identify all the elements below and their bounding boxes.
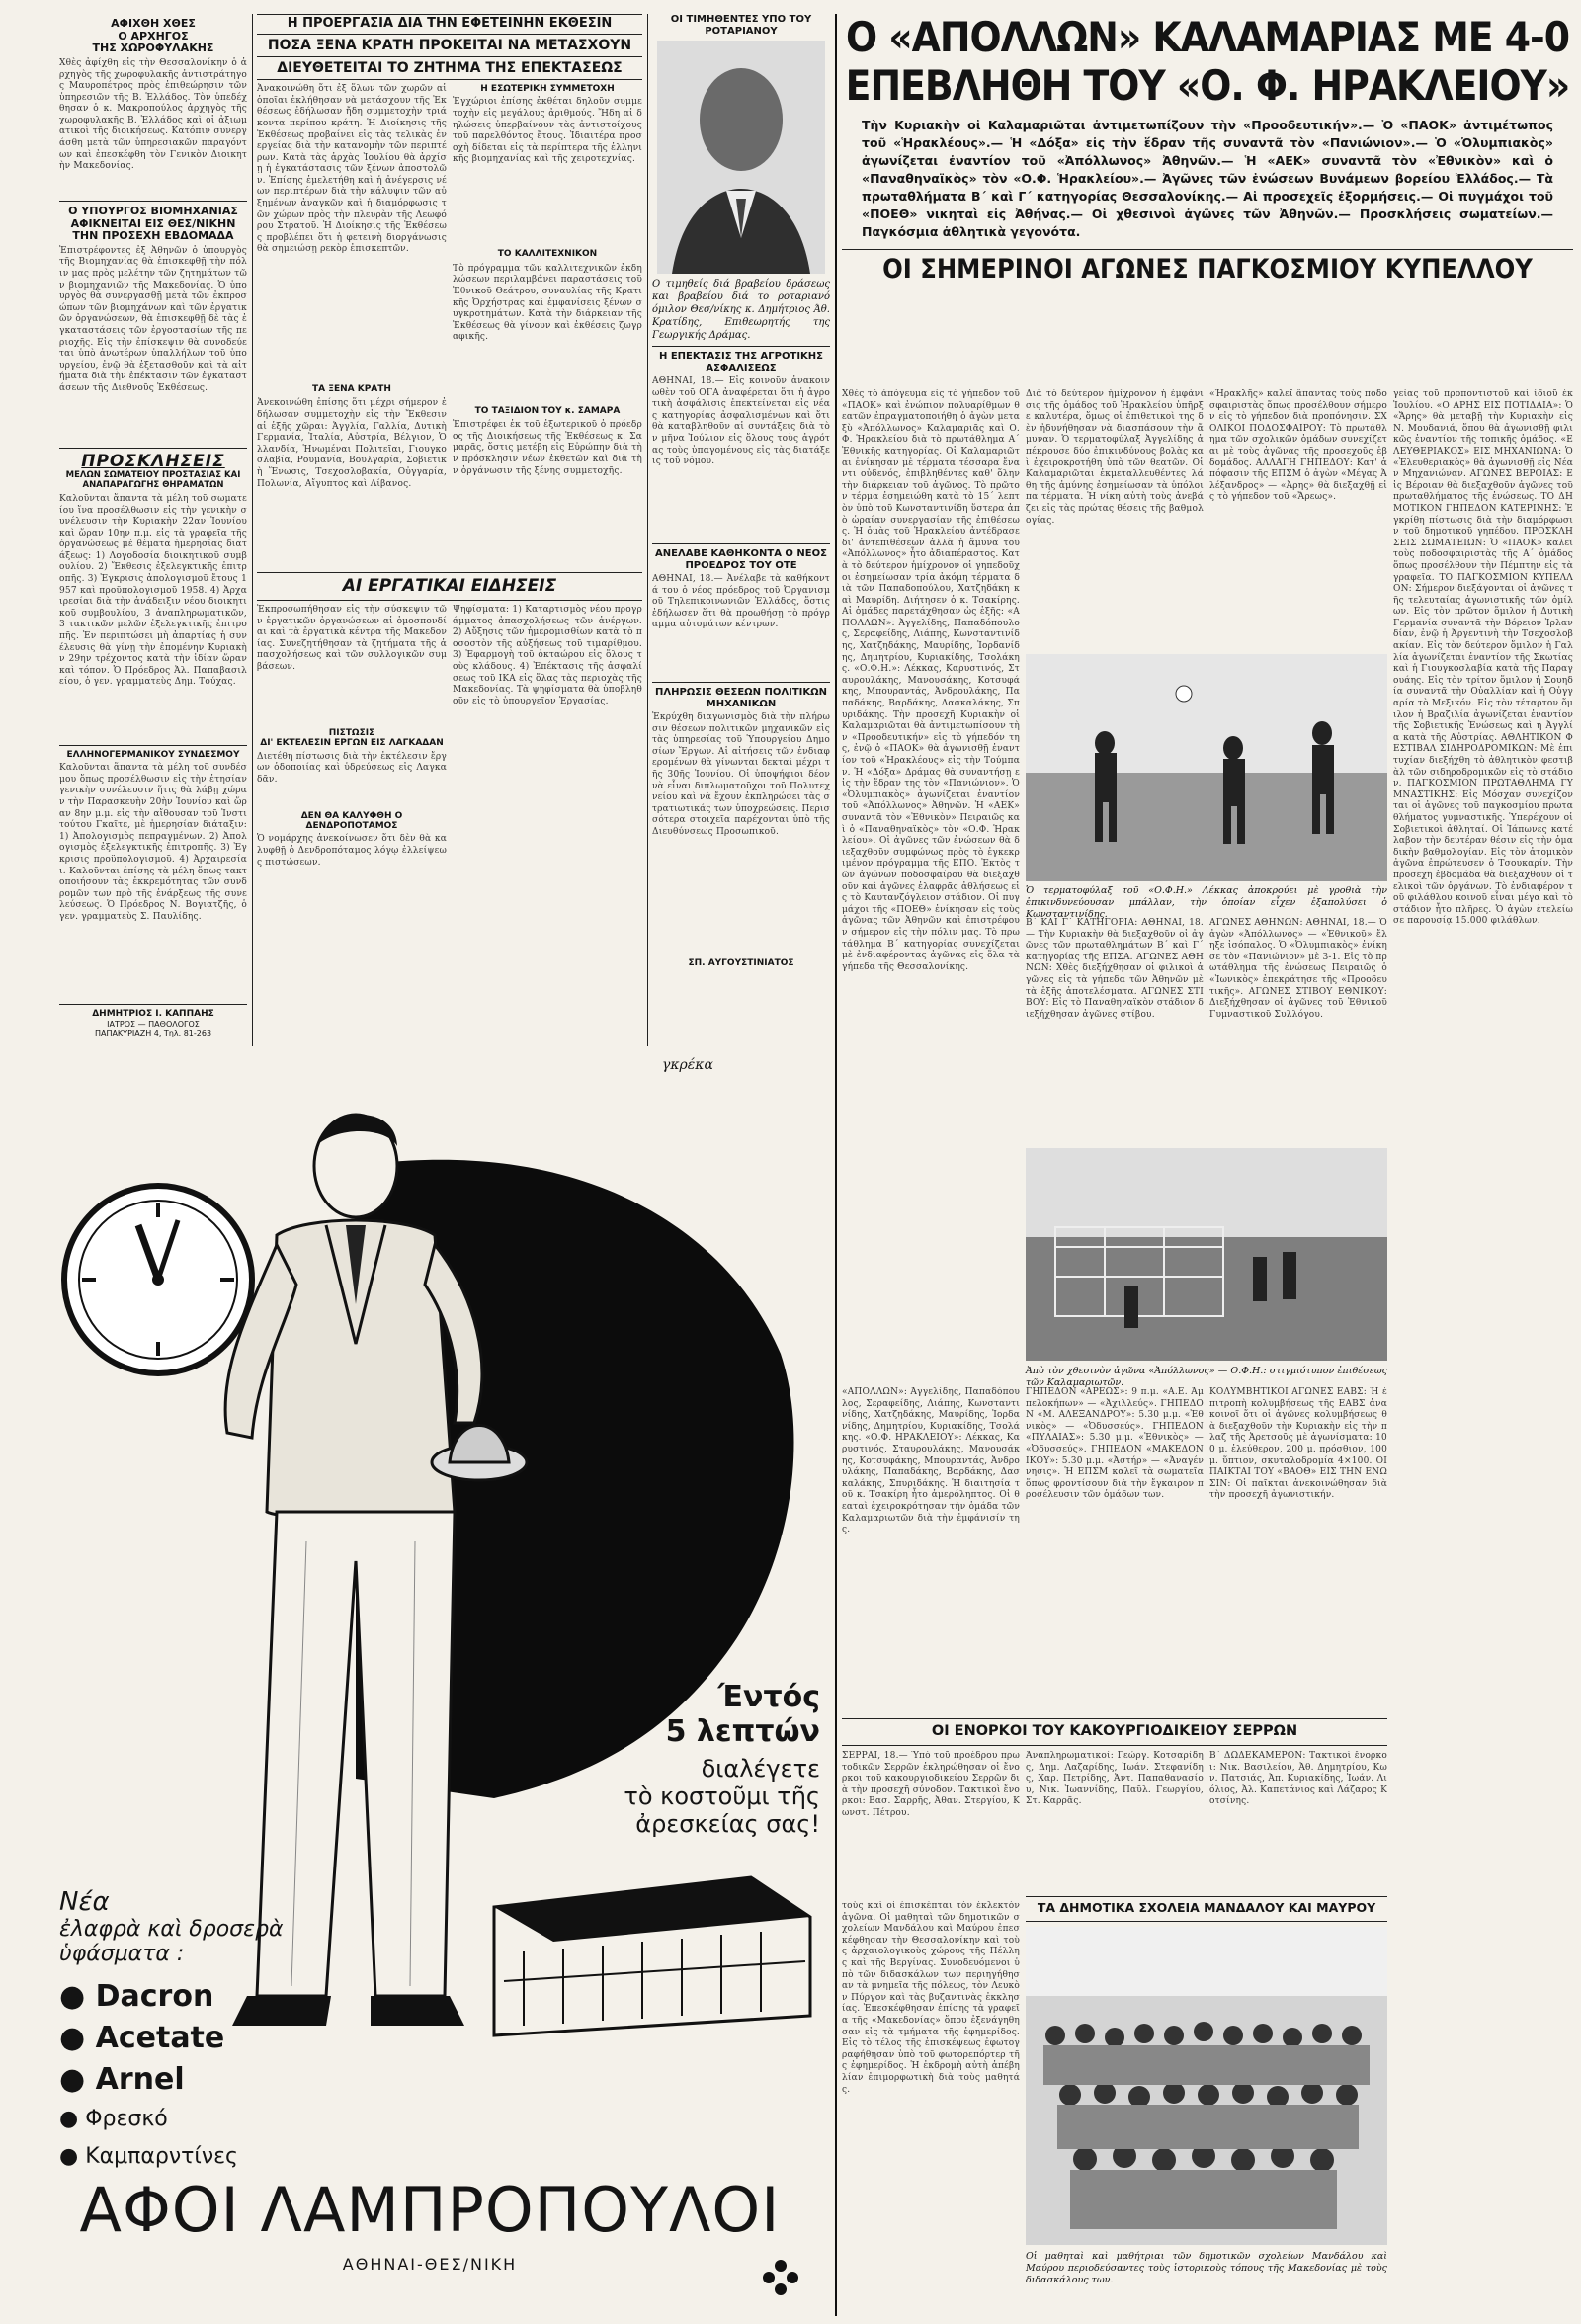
exhibit-text-left-1: Ἀνακοινώθη ὅτι ἐξ ὅλων τῶν χωρῶν αἱ ὁποῖαι ἐκλήθησαν νὰ μετάσχουν τῆς Ἐκθέσεως ἐδήλωσαν ἤδη συμμετοχὴν τριάκοντα περίπου κράτη. Ἡ Διοίκησις τῆς Ἐκθέσεως προβαίνει εἰς τὰς τελικὰς ἐνεργείας διὰ τὴν κατανομὴν τῶν περιπτέρων. Κατὰ τὰς ἀρχὰς Ἰουλίου θὰ ἀρχίσῃ ἡ ἐγκατάστασις τῶν ξένων ἀποστολῶν. Ἐπίσης ἐμελετήθη καὶ ἡ ἀνέγερσις νέων περιπτέρων διὰ τὴν κάλυψιν τῶν αὐξημένων ἀναγκῶν καὶ ἡ διαμόρφωσις τῶν χώρων πρὸς τὴν πλευρὰν τῆς Λεωφόρου Στρατοῦ. Ἡ Διοίκησις τῆς Ἐκθέσεως προβλέπει ὅτι ἡ φετεινὴ διοργάνωσις θὰ σημειώσῃ ρεκὸρ ἐπισκεπτῶν.: [257, 84, 447, 255]
world-cup-headline: ΟΙ ΣΗΜΕΡΙΝΟΙ ΑΓΩΝΕΣ ΠΑΓΚΟΣΜΙΟΥ ΚΥΠΕΛΛΟΥ: [882, 254, 1533, 285]
ad-fabrics: Νέα ἐλαφρὰ καὶ δροσερὰ ὑφάσματα : ● Dacron ● Acetate ● Arnel ● Φρεσκό ● Καμπαρντίνες: [59, 1887, 316, 2176]
sports-text-c1: «Ἡρακλῆς» καλεῖ ἅπαντας τοὺς ποδοσφαιριστὰς ὅπως προσέλθουν σήμερον εἰς τὸ γήπεδον διὰ προπόνησιν. ΣΧΟΛΙΚΟΙ ΠΟΔΟΣΦΑΙΡΟΥ: Τὸ πρωτάθλημα τῶν σχολικῶν ὁμάδων συνεχίζεται μὲ τοὺς ἀγῶνας τῆς προσεχοῦς ἑβδομάδος. ΑΛΛΑΓΗ ΓΗΠΕΔΟΥ: Κατ' ἀπόφασιν τῆς ΕΠΣΜ ὁ ἀγὼν «Μέγας Ἀλέξανδρος» — «Ἀρης» θὰ διεξαχθῇ εἰς τὸ γήπεδον τοῦ «Ἄρεως».: [1209, 389, 1387, 503]
labour-text-3: Ὁ νομάρχης ἀνεκοίνωσεν ὅτι δὲν θὰ καλυφθῇ ὁ Δενδροπόταμος λόγῳ ἐλλείψεως πιστώσεων.: [257, 834, 447, 868]
ad-fabric-item: Dacron: [95, 1979, 214, 2014]
col3-article-2: ΑΘΗΝΑΙ, 18.— Ἀνέλαβε τὰ καθήκοντά του ὁ νέος πρόεδρος τοῦ Ὀργανισμοῦ Τηλεπικοινωνιῶν Ἑλλάδος, ὅστις ἐδήλωσεν ὅτι θὰ προωθήσῃ τὸ πρόγραμμα αὐτομάτων κέντρων.: [652, 574, 830, 630]
col3-heading-2: ΑΝΕΛΑΒΕ ΚΑΘΗΚΟΝΤΑ Ο ΝΕΟΣ ΠΡΟΕΔΡΟΣ ΤΟΥ ΟΤΕ: [655, 548, 827, 571]
labour-sub-3: ΔΕΝ ΘΑ ΚΑΛΥΦΘΗ Ο ΔΕΝΔΡΟΠΟΤΑΜΟΣ: [300, 810, 403, 832]
sports-text-a1: Χθὲς τὸ ἀπόγευμα εἰς τὸ γήπεδον τοῦ «ΠΑΟΚ» καὶ ἐνώπιον πολυαρίθμων θεατῶν ἐπραγματοποιήθη ὁ ἀγὼν μεταξὺ «Ἀπόλλωνος» Καλαμαριᾶς καὶ Ο.Φ. Ἡρακλείου διὰ τὸ πρωτάθλημα Α΄ Ἐθνικῆς κατηγορίας. Οἱ Καλαμαριῶται ἐνίκησαν μὲ τέρματα τέσσαρα ἔναντι οὐδενός, ἐπιβληθέντες καθ' ὅλην τὴν διάρκειαν τοῦ ἀγῶνος. Τὸ πρῶτον τέρμα ἐσημειώθη κατὰ τὸ 15΄ λεπτὸν ὑπὸ τοῦ Κωνσταντινίδη ὕστερα ἀπὸ ὡραίαν συνεργασίαν τῆς ἐπιθέσεως. Ἡ ὁμὰς τοῦ Ἡρακλείου ἀντέδρασε δι' ἀντεπιθέσεων ἀλλὰ ἡ ἄμυνα τοῦ «Ἀπόλλωνος» ἦτο ἀδιαπέραστος. Κατὰ τὸ δεύτερον ἡμίχρονον οἱ γηπεδοῦχοι ἐσημείωσαν τρία ἀκόμη τέρματα διὰ τῶν Παπαδοπούλου, Χατζηδάκη καὶ Μαυρίδη. Διήτησεν ὁ κ. Τσακίρης. Αἱ ὁμάδες παρετάχθησαν ὡς ἑξῆς: «ΑΠΟΛΛΩΝ»: Ἀγγελίδης, Παπαδόπουλος, Σεραφείδης, Λιάπης, Κωνσταντινίδης, Χατζηδάκης, Μαυρίδης, Ἰορδανίδης, Δημητρίου, Κυριακίδης, Τσολάκης. «Ο.Φ.Η.»: Λέκκας, Καρυστινός, Σταυρουλάκης, Μανουσάκης, Κοτσυφάκης, Μπουραντάς, Ἀνδρουλάκης, Παπαδάκης, Βαρδάκης, Δασκαλάκης, Σπυριδάκης. Τὴν προσεχῆ Κυριακὴν οἱ Καλαμαριῶται θὰ ἀντιμετωπίσουν τὴν «Προοδευτικήν» εἰς τὸ γήπεδόν της, ἐνῷ ὁ «ΠΑΟΚ» θὰ ἀγωνισθῇ ἐναντίον τοῦ «Ἡρακλέους» εἰς τὴν Τούμπαν. Ἡ «Δόξα» Δράμας θὰ συναντήσῃ εἰς τὴν ἕδραν της τὸν «Πανιώνιον». Ὁ «Ὀλυμπιακὸς» ἀγωνίζεται ἐναντίον τοῦ «Ἀπόλλωνος» Ἀθηνῶν. Ἡ «ΑΕΚ» συναντᾶ τὸν «Ἐθνικὸν» Πειραιῶς καὶ ὁ «Παναθηναϊκὸς» τὸν «Ο.Φ. Ἡρακλείου». Οἱ ἀγῶνες τῶν ἑνώσεων θὰ διεξαχθοῦν συμφώνως πρὸς τὸ ἐγκεκριμένον πρόγραμμα τῆς ΕΠΟ. Ἐκτὸς τῶν ἀγώνων ποδοσφαίρου θὰ διεξαχθοῦν καὶ ἀγῶνες ἐλαφρᾶς ἀθλήσεως εἰς τὸ Καυτανζόγλειον στάδιον. Οἱ πυγμάχοι τῆς «ΠΟΕΘ» ἐνίκησαν εἰς τοὺς ἀγῶνας τῶν Ἀθηνῶν καὶ ἐπιστρέφουν σήμερον εἰς τὴν πόλιν μας. Τὸ πρωτάθλημα Β΄ κατηγορίας συνεχίζεται μὲ ἐνδιαφέροντας ἀγῶνας εἰς ὅλα τὰ γήπεδα τῆς Θεσσαλονίκης.: [842, 389, 1020, 972]
col3-heading-3: ΠΛΗΡΩΣΙΣ ΘΕΣΕΩΝ ΠΟΛΙΤΙΚΩΝ ΜΗΧΑΝΙΚΩΝ: [654, 687, 827, 709]
labour-text-2: Διετέθη πίστωσις διὰ τὴν ἐκτέλεσιν ἔργων ὁδοποιίας καὶ ὑδρεύσεως εἰς Λαγκαδᾶν.: [257, 751, 447, 785]
schools-text: τοὺς καὶ οἱ ἐπισκέπται τὸν ἐκλεκτὸν ἀγῶνα. Οἱ μαθηταὶ τῶν δημοτικῶν σχολείων Μανδάλου καὶ Μαύρου ἐπεσκέφθησαν τὴν Θεσσαλονίκην καὶ τοὺς ἀρχαιολογικοὺς χώρους τῆς Πέλλης καὶ τῆς Βεργίνας. Συνοδευόμενοι ὑπὸ τῶν διδασκάλων των περιηγήθησαν τὰ μνημεῖα τῆς πόλεως, τὸν Λευκὸν Πύργον καὶ τὰς βυζαντινὰς ἐκκλησίας. Ἐπεσκέφθησαν ἐπίσης τὰ γραφεῖα τῆς «Μακεδονίας» ὅπου ἐξενάγηθησαν εἰς τὰ τμήματα τῆς ἐφημερίδος. Εἰς τὸ τέλος τῆς ἐπισκέψεως ἐφωτογραφήθησαν ὑπὸ τοῦ φωτορεπόρτερ τῆς ἐφημερίδος. Ἡ ἐκδρομὴ αὐτὴ ἀπέβη λίαν ἐπιμορφωτικὴ διὰ τοὺς μαθητάς.: [842, 1901, 1020, 2095]
ad-artist-signature: γκρέκα: [662, 1057, 713, 1073]
col1-article-3: Καλοῦνται ἅπαντα τὰ μέλη τοῦ σωματείου ἵνα προσέλθωσιν εἰς τὴν γενικὴν συνέλευσιν τὴν Κυριακὴν 22αν Ἰουνίου καὶ ὥραν 10ην π.μ. εἰς τὰ γραφεῖα τῆς ὀργανώσεως μὲ θέματα ἡμερησίας διατάξεως: 1) Λογοδοσία διοικητικοῦ συμβουλίου. 2) Ἔκθεσις ἐξελεγκτικῆς ἐπιτροπῆς. 3) Ἐγκρισις ἀπολογισμοῦ ἔτους 1957 καὶ προϋπολογισμοῦ 1958. 4) Ἀρχαιρεσίαι διὰ τὴν ἀνάδειξιν νέου διοικητικοῦ συμβουλίου, 3 ἀναπληρωματικῶν, 3 τακτικῶν μελῶν ἐξελεγκτικῆς ἐπιτροπῆς. Ἐν περιπτώσει μὴ ἀπαρτίας ἡ συνέλευσις θὰ γίνῃ τὴν ἐπομένην Κυριακὴν 29ην τρέχοντος κατὰ τὴν ἰδίαν ὥραν καὶ τόπον. Ὁ Πρόεδρος Ἀλ. Παπαβασιλείου, ὁ γεν. γραμματεὺς Δημ. Τούχας.: [59, 493, 247, 688]
sports-text-a2: «ΑΠΟΛΛΩΝ»: Ἀγγελίδης, Παπαδόπουλος, Σεραφείδης, Λιάπης, Κωνσταντινίδης, Χατζηδάκης, Μαυρίδης, Ἰορδανίδης, Δημητρίου, Κυριακίδης, Τσολάκης. «Ο.Φ. ΗΡΑΚΛΕΙΟΥ»: Λέκκας, Καρυστινός, Σταυρουλάκης, Μανουσάκης, Κοτσυφάκης, Μπουραντάς, Ἀνδρουλάκης, Παπαδάκης, Βαρδάκης, Δασκαλάκης, Σπυριδάκης. Ἡ διαιτησία τοῦ κ. Τσακίρη ἦτο ἀμερόληπτος. Οἱ θεαταὶ ἐχειροκρότησαν τὴν ὁμάδα τῶν Καλαμαριωτῶν διὰ τὴν ἐμφάνισίν της.: [842, 1387, 1020, 1536]
exhibit-heading-1: Η ΠΡΟΕΡΓΑΣΙΑ ΔΙΑ ΤΗΝ ΕΦΕΤΕΙΝΗΝ ΕΚΘΕΣΙΝ: [257, 14, 642, 35]
rotary-title: ΟΙ ΤΙΜΗΘΕΝΤΕΣ ΥΠΟ ΤΟΥ ΡΟΤΑΡΙΑΝΟΥ: [670, 14, 812, 37]
ad-slogan: [563, 1680, 820, 1838]
schools-photo-caption: Οἱ μαθηταὶ καὶ μαθήτριαι τῶν δημοτικῶν σχολείων Μανδάλου καὶ Μαύρου περιοδεύσαντες τοὺς ἱστορικοὺς τόπους τῆς Μακεδονίας μὲ τοὺς διδασκάλους των.: [1026, 2251, 1387, 2285]
schools-headline: ΤΑ ΔΗΜΟΤΙΚΑ ΣΧΟΛΕΙΑ ΜΑΝΔΑΛΟΥ ΚΑΙ ΜΑΥΡΟΥ: [1037, 1900, 1376, 1915]
exhibit-text-right-2: Τὸ πρόγραμμα τῶν καλλιτεχνικῶν ἐκδηλώσεων περιλαμβάνει παραστάσεις τοῦ Ἐθνικοῦ Θεάτρου, συναυλίας τῆς Κρατικῆς Ὀρχήστρας καὶ ἐμφανίσεις ξένων συγκροτημάτων. Κατὰ τὴν διάρκειαν τῆς Ἐκθέσεως θὰ γίνουν καὶ ἐκθέσεις ζωγραφικῆς.: [453, 263, 642, 343]
clothing-ad: [30, 1047, 830, 2312]
labour-sub-1: ΠΙΣΤΩΣΙΣ: [328, 728, 375, 739]
sports-body: [842, 389, 1573, 2316]
ad-slogan-4: τὸ κοστοῦμι τῆς: [624, 1783, 820, 1810]
col1-heading-1: ΑΦΙΧΘΗ ΧΘΕΣ: [111, 18, 196, 30]
ad-fabric-item: Acetate: [95, 2021, 225, 2055]
exhibit-text-right-3: Ἐπιστρέφει ἐκ τοῦ ἐξωτερικοῦ ὁ πρόεδρος τῆς Διοικήσεως τῆς Ἐκθέσεως κ. Σαμαρᾶς, ὅστις μετέβη εἰς Εὐρώπην διὰ τὴν πρόσκλησιν νέων ἐκθετῶν καὶ διὰ τὴν ὀργάνωσιν τῆς ξένης συμμετοχῆς.: [453, 420, 642, 476]
labour-heading: ΑΙ ΕΡΓΑΤΙΚΑΙ ΕΙΔΗΣΕΙΣ: [342, 576, 557, 597]
ad-fabric-intro-1: Νέα: [59, 1887, 110, 1917]
col3-article-3: Ἐκρύχθη διαγωνισμὸς διὰ τὴν πλήρωσιν θέσεων πολιτικῶν μηχανικῶν εἰς τὰς ὑπηρεσίας τοῦ Ὑπουργείου Δημοσίων Ἔργων. Αἱ αἰτήσεις τῶν ἐνδιαφερομένων θὰ γίνωνται δεκταὶ μέχρι τῆς 30ῆς Ἰουνίου. Οἱ ὑποψήφιοι δέον νὰ εἶναι διπλωματοῦχοι τοῦ Πολυτεχνείου καὶ νὰ ἔχουν ἐκπληρώσει τὰς στρατιωτικάς των ὑποχρεώσεις. Περισσότερα στοιχεῖα παρέχονται ὑπὸ τῆς Διευθύνσεως Προσωπικοῦ.: [652, 712, 830, 837]
ad-slogan-1: Έντός: [717, 1680, 820, 1714]
ad-fabric-intro-2: ἐλαφρὰ καὶ δροσερὰ: [59, 1917, 284, 1942]
sports-lead: Τὴν Κυριακὴν οἱ Καλαμαριῶται ἀντιμετωπίζουν τὴν «Προοδευτικήν».— Ὁ «ΠΑΟΚ» ἀντιμέτωπος τοῦ «Ἡρακλέους».— Ἡ «Δόξα» εἰς τὴν ἕδραν τῆς συναντᾶ τὸν «Πανιώνιον».— Ὁ «Ὀλυμπιακὸς» ἀγωνίζεται ἐναντίον τοῦ «Ἀπόλλωνος» Ἀθηνῶν.— Ἡ «ΑΕΚ» συναντᾶ τὸν «Ἐθνικὸν» καὶ ὁ «Παναθηναϊκὸς» τὸν «Ο.Φ. Ἡρακλείου».— Ἀγῶνες τῶν ἑνώσεων Βυνάμεων βορείου Ἑλλάδος.— Τὰ πρωταθλήματα Β΄ καὶ Γ΄ κατηγορίας Θεσσαλονίκης.— Αἱ προσεχεῖς ἐξορμήσεις.— Οἱ πυγμάχοι τοῦ «ΠΟΕΘ» νικηταὶ εἰς Ἀθήνας.— Οἱ χθεσινοὶ ἀγῶνες τῶν Ἀθηνῶν.— Προσκλήσεις σωματείων.— Παγκόσμια ἀθλητικὰ γεγονότα.: [862, 118, 1553, 239]
exhibit-sub-4: ΤΟ ΤΑΞΙΔΙΟΝ ΤΟΥ κ. ΣΑΜΑΡΑ: [474, 405, 621, 416]
exhibit-heading-2: ΠΟΣΑ ΞΕΝΑ ΚΡΑΤΗ ΠΡΟΚΕΙΤΑΙ ΝΑ ΜΕΤΑΣΧΟΥΝ: [257, 35, 642, 57]
sports-text-b3: ΓΗΠΕΔΟΝ «ΑΡΕΩΣ»: 9 π.μ. «Α.Ε. Ἀμπελοκήπων» — «Ἀχιλλεύς». ΓΗΠΕΔΟΝ «Μ. ΑΛΕΞΑΝΔΡΟΥ»: 5.30 μ.μ. «Ἐθνικὸς» — «Ὀδυσσεύς». ΓΗΠΕΔΟΝ «ΠΥΛΑΙΑΣ»: 5.30 μ.μ. «Ἐθνικὸς» — «Ὀδυσσεύς». ΓΗΠΕΔΟΝ «ΜΑΚΕΔΟΝΙΚΟΥ»: 5.30 μ.μ. «Ἀστήρ» — «Ἀναγέννησις». Ἡ ΕΠΣΜ καλεῖ τὰ σωματεῖα ὅπως φροντίσουν διὰ τὴν ἔγκαιρον προσέλευσιν τῶν ὁμάδων των.: [1026, 1387, 1204, 1501]
jury-text-3: Β΄ ΔΩΔΕΚΑΜΕΡΟΝ: Τακτικοὶ ἔνορκοι: Νικ. Βασιλείου, Ἀθ. Δημητρίου, Κων. Πατσιάς, Ἀπ. Κυριακίδης, Ἰωάν. Λιόλιος, Ἀλ. Καπετάνιος καὶ Λάζαρος Κοτσίνης.: [1209, 1751, 1387, 1807]
ad-fabric-item: Arnel: [95, 2062, 185, 2097]
labour-sub-2: ΔΙ' ΕΚΤΕΛΕΣΙΝ ΕΡΓΩΝ ΕΙΣ ΛΑΓΚΑΔΑΝ: [260, 738, 444, 749]
sports-text-d1: γείας τοῦ προποντιστοῦ καὶ ἰδιοῦ ἐκ Ἰουλίου. «Ο ΑΡΗΣ ΕΙΣ ΠΟΤΙΔΑΙΑ»: Ὁ «Ἄρης» θὰ μεταβῇ τὴν Κυριακὴν εἰς Ν. Μουδανιά, ὅπου θὰ ἀγωνισθῇ φιλικῶς ἐναντίον τῆς τοπικῆς ὁμάδος. «ΕΛΕΥΘΕΡΙΑΚΟΣ» ΕΙΣ ΜΗΧΑΝΙΩΝΑ: Ὁ «Ἐλευθεριακὸς» θὰ ἀγωνισθῇ εἰς Νέαν Μηχανιώναν. ΑΓΩΝΕΣ ΒΕΡΟΙΑΣ: Εἰς Βέροιαν θὰ διεξαχθοῦν ἀγῶνες τοῦ πρωταθλήματος τῆς ἑνώσεως. ΤΟ ΔΗΜΟΤΙΚΟΝ ΓΗΠΕΔΟΝ ΚΑΤΕΡΙΝΗΣ: Ἐγκρίθη πίστωσις διὰ τὴν διαμόρφωσιν τοῦ δημοτικοῦ γηπέδου. ΠΡΟΣΚΛΗΣΕΙΣ ΣΩΜΑΤΕΙΩΝ: Ὁ «ΠΑΟΚ» καλεῖ τοὺς ποδοσφαιριστὰς τῆς Α΄ ὁμάδος ὅπως προσέλθουν τὴν Πέμπτην εἰς τὰ γραφεῖα. ΤΟ ΠΑΓΚΟΣΜΙΟΝ ΚΥΠΕΛΛΟΝ: Σήμερον διεξάγονται οἱ ἀγῶνες τῆς τελευταίας ἀγωνιστικῆς τῶν ὁμίλων. Εἰς τὸν πρῶτον ὅμιλον ἡ Δυτικὴ Γερμανία συναντᾶ τὴν Βόρειον Ἰρλανδίαν, ἐνῷ ἡ Ἀργεντινὴ τὴν Τσεχοσλοβακίαν. Εἰς τὸν δεύτερον ὅμιλον ἡ Γαλλία ἀγωνίζεται ἐναντίον τῆς Σκωτίας καὶ ἡ Γιουγκοσλαβία κατὰ τῆς Παραγουάης. Εἰς τὸν τρίτον ὅμιλον ἡ Σουηδία συναντᾶ τὴν Οὐαλλίαν καὶ ἡ Οὐγγαρία τὸ Μεξικόν. Εἰς τὸν τέταρτον ὅμιλον ἡ Βραζιλία ἀγωνίζεται ἐναντίον τῆς Σοβιετικῆς Ἑνώσεως καὶ ἡ Ἀγγλία κατὰ τῆς Αὐστρίας. ΑΘΛΗΤΙΚΟΝ ΦΕΣΤΙΒΑΛ ΣΙΔΗΡΟΔΡΟΜΙΚΩΝ: Μὲ ἐπιτυχίαν διεξήχθη τὸ ἀθλητικὸν φεστιβὰλ τῶν σιδηροδρομικῶν εἰς τὸ στάδιον. ΠΑΓΚΟΣΜΙΟΝ ΠΡΩΤΑΘΛΗΜΑ ΓΥΜΝΑΣΤΙΚΗΣ: Εἰς Μόσχαν συνεχίζονται οἱ ἀγῶνες τοῦ παγκοσμίου πρωταθλήματος γυμναστικῆς. Ὑπερέχουν οἱ Σοβιετικοὶ ἀθληταί. Οἱ Ἰάπωνες κατέλαβον τὴν δευτέραν θέσιν εἰς τὴν ὁμαδικὴν βαθμολογίαν. Εἰς τὸν ἀτομικὸν ἀγῶνα ἐπρώτευσεν ὁ Τσουκαρίν. Τὴν προσεχῆ ἑβδομάδα θὰ διεξαχθοῦν οἱ τελικοὶ τῶν ὀργάνων. Τὸ ἐνδιαφέρον τοῦ φιλάθλου κοινοῦ εἶναι μέγα καὶ τὸ στάδιον ἦτο πλῆρες. Ὁ ἀγὼν ἐτελείωσε παρουσίᾳ 15.000 φιλάθλων.: [1393, 389, 1573, 927]
col1-article-1: Χθὲς ἀφίχθη εἰς τὴν Θεσσαλονίκην ὁ ἀρχηγὸς τῆς χωροφυλακῆς ἀντιστράτηγος Μαυροπέτρος πρὸς ἐπιθεώρησιν τῶν ὑπηρεσιῶν τῆς Β. Ἑλλάδος. Τὸν ὑπεδέχθησαν ὁ κ. Μακροπούλος ἀρχηγὸς τῆς χωροφυλακῆς Β. Ἑλλάδος καὶ οἱ ἀξιωματικοὶ τῆς διοικήσεως. Κατόπιν συνεργάσθη μετὰ τῶν ὑπηρεσιακῶν παραγόντων καὶ ἐπεσκέφθη τὸν Γενικὸν Διοικητὴν Μακεδονίας.: [59, 57, 247, 172]
col3-heading-1: Η ΕΠΕΚΤΑΣΙΣ ΤΗΣ ΑΓΡΟΤΙΚΗΣ ΑΣΦΑΛΙΣΕΩΣ: [659, 351, 823, 374]
jury-text-2: Ἀναπληρωματικοί: Γεώργ. Κοτσαρίδης, Δημ. Λαζαρίδης, Ἰωάν. Στεφανίδης, Χαρ. Πετρίδης, Ἀντ. Παπαθανασίου, Νικ. Ἰωαννίδης, Παῦλ. Γεωργίου, Στ. Καρρᾶς.: [1026, 1751, 1204, 1807]
ad-fabric-item: Φρεσκό: [85, 2107, 168, 2131]
ad-slogan-3: διαλέγετε: [701, 1755, 820, 1783]
ad-fabric-intro-3: ὑφάσματα :: [59, 1942, 185, 1966]
sports-text-c2: ΑΓΩΝΕΣ ΑΘΗΝΩΝ: ΑΘΗΝΑΙ, 18.— Ὁ ἀγὼν «Ἀπόλλωνος» — «Ἐθνικοῦ» ἔληξε ἰσόπαλος. Ὁ «Ὀλυμπιακὸς» ἐνίκησε τὸν «Πανιώνιον» μὲ 3-1. Εἰς τὸ πρωτάθλημα τῆς ἐνώσεως Πειραιῶς ὁ «Ἰωνικὸς» ἐπεκράτησε τῆς «Προοδευτικῆς». ΑΓΩΝΕΣ ΣΤΙΒΟΥ ΕΘΝΙΚΟΥ: Διεξήχθησαν οἱ ἀγῶνες τοῦ Ἐθνικοῦ Γυμναστικοῦ Συλλόγου.: [1209, 918, 1387, 1020]
col1-heading-3: ΤΗΣ ΧΩΡΟΦΥΛΑΚΗΣ: [92, 42, 214, 55]
sports-headline-2: ΕΠΕΒΛΗΘΗ ΤΟΥ «Ο. Φ. ΗΡΑΚΛΕΙΟΥ»: [845, 61, 1570, 110]
sports-headline-1: Ο «ΑΠΟΛΛΩΝ» ΚΑΛΑΜΑΡΙΑΣ ΜΕ 4-0: [845, 14, 1570, 61]
ad-slogan-5: ἀρεσκείας σας!: [635, 1810, 820, 1838]
doctor-name: ΔΗΜΗΤΡΙΟΣ Ι. ΚΑΠΠΑΗΣ: [92, 1009, 214, 1020]
col1-heading-4: Ο ΥΠΟΥΡΓΟΣ ΒΙΟΜΗΧΑΝΙΑΣ ΑΦΙΚΝΕΙΤΑΙ ΕΙΣ ΘΕΣ/ΝΙΚΗΝ ΤΗΝ ΠΡΟΣΕΧΗ ΕΒΔΟΜΑΔΑ: [68, 204, 238, 243]
exhibit-text-right-1: Ἐγχώριοι ἐπίσης ἐκθέται δηλοῦν συμμετοχὴν εἰς μεγάλους ἀριθμούς. Ἤδη αἱ δηλώσεις ὑπερβαίνουν τὰς ἀντιστοίχους τοῦ παρελθόντος ἔτους. Ἰδιαιτέρα προσοχὴ δίδεται εἰς τὰ περίπτερα τῆς ἐλληνικῆς βιομηχανίας καὶ τῆς χειροτεχνίας.: [453, 97, 642, 165]
col1-article-2: Ἐπιστρέφοντες ἐξ Ἀθηνῶν ὁ ὑπουργὸς τῆς Βιομηχανίας θὰ ἐπισκεφθῇ τὴν πόλιν μας πρὸς μελέτην τῶν ζητημάτων τῶν βιομηχανιῶν τῆς Μακεδονίας. Ὁ ὑπουργὸς θὰ συνεργασθῇ μετὰ τῶν ἐκπροσώπων τῶν βιομηχάνων καὶ τῶν ἐργατικῶν ὀργανώσεων, θὰ ἐπισκεφθῇ δὲ τὰς ἐγκαταστάσεις τῶν ἐργοστασίων τῆς περιοχῆς. Εἰς τὴν ἐπίσκεψιν θὰ συνοδεύεται ὑπὸ ἀνωτέρων ὑπαλλήλων τοῦ ὑπουργείου, ἐνῷ θὰ ἐξετασθοῦν καὶ τὰ αἰτήματα διὰ τὴν ἐπέκτασιν τῶν ἐγκαταστάσεων τῆς Διεθνοῦς Ἐκθέσεως.: [59, 245, 247, 393]
col1-article-4: Καλοῦνται ἅπαντα τὰ μέλη τοῦ συνδέσμου ὅπως προσέλθωσιν εἰς τὴν ἐτησίαν γενικὴν συνέλευσιν ἥτις θὰ λάβῃ χώραν τὴν Παρασκευὴν 20ὴν Ἰουνίου καὶ ὥραν 8ην μ.μ. εἰς τὴν αἴθουσαν τοῦ Ἰνστιτούτου Γκαῖτε, μὲ ἡμερησίαν διάταξιν: 1) Ἀπολογισμὸς πεπραγμένων. 2) Ἀπολογισμὸς ἐξελεγκτικῆς ἐπιτροπῆς. 3) Ἐγκρισις προϋπολογισμοῦ. 4) Ἀρχαιρεσίαι. Καλοῦνται ἐπίσης τὰ μέλη ὅπως τακτοποιήσουν τὰς ἐκκρεμότητας τῶν συνδρομῶν των πρὸ τῆς ἐνάρξεως τῆς συνελεύσεως. Ὁ Πρόεδρος Ν. Βογιατζῆς, ὁ γεν. γραμματεὺς Σ. Παυλίδης.: [59, 763, 247, 922]
football-photo-2: [1026, 1148, 1387, 1361]
labour-text-4: Ψηφίσματα: 1) Καταρτισμὸς νέου προγράμματος ἀπασχολήσεως τῶν ἀνέργων. 2) Αὔξησις τῶν ἡμερομισθίων κατὰ τὸ ποσοστὸν τῆς αὐξήσεως τοῦ τιμαρίθμου. 3) Ἐφαρμογὴ τοῦ ὀκταώρου εἰς ὅλους τοὺς κλάδους. 4) Ἐπέκτασις τῆς ἀσφαλίσεως τοῦ ΙΚΑ εἰς ὅλας τὰς περιοχὰς τῆς Μακεδονίας. Τὰ ψηφίσματα θὰ ὑποβληθοῦν εἰς τὸ ὑπουργεῖον Ἐργασίας.: [453, 605, 642, 706]
jury-headline: ΟΙ ΕΝΟΡΚΟΙ ΤΟΥ ΚΑΚΟΥΡΓΙΟΔΙΚΕΙΟΥ ΣΕΡΡΩΝ: [931, 1723, 1298, 1739]
rotary-caption: Ο τιμηθείς διά βραβείου δράσεως και βραβείου διά το ροταριανό όμιλον Θεσ/νίκης κ. Δημήτριος Άθ. Κρατίδης, Επιθεωρητής της Γεωργικής Δράμας.: [652, 279, 830, 341]
rotary-portrait: [657, 41, 825, 274]
exhibit-text-left-2: Ἀνεκοινώθη ἐπίσης ὅτι μέχρι σήμερον ἐδήλωσαν συμμετοχὴν εἰς τὴν Ἔκθεσιν αἱ ἑξῆς χῶραι: Ἀγγλία, Γαλλία, Δυτικὴ Γερμανία, Ἰταλία, Αὐστρία, Βέλγιον, Ὁλλανδία, Ἡνωμέναι Πολιτεῖαι, Γιουγκοσλαβία, Ρουμανία, Βουλγαρία, Σοβιετικὴ Ἕνωσις, Τσεχοσλοβακία, Οὐγγαρία, Πολωνία, Αἴγυπτος καὶ Λίβανος.: [257, 398, 447, 489]
exhibit-sub-3: ΤΑ ΞΕΝΑ ΚΡΑΤΗ: [312, 384, 391, 395]
doctor-address: ΠΑΠΑΚΥΡΙΑΖΗ 4, Τηλ. 81-263: [94, 1028, 212, 1038]
football-photo-1: [1026, 654, 1387, 881]
ad-slogan-2: 5 λεπτών: [665, 1714, 820, 1749]
schools-photo: [1026, 1927, 1387, 2245]
col1-heading-6: ΜΕΛΩΝ ΣΩΜΑΤΕΙΟΥ ΠΡΟΣΤΑΣΙΑΣ ΚΑΙ ΑΝΑΠΑΡΑΓΩΓΗΣ ΘΗΡΑΜΑΤΩΝ: [65, 470, 241, 491]
ad-brand: ΑΦΟΙ ΛΑΜΠΡΟΠΟΥΛΟΙ: [79, 2174, 781, 2246]
col3-article-1: ΑΘΗΝΑΙ, 18.— Εἰς κοινοῦν ἀνακοινωθὲν τοῦ ΟΓΑ ἀναφέρεται ὅτι ἡ ἀγροτικὴ ἀσφάλισις ἐπεκτείνεται εἰς νέας κατηγορίας ἀσφαλισμένων καὶ ὅτι θὰ καταβληθοῦν αἱ συντάξεις διὰ τὸν μῆνα Ἰούλιον εἰς ὅλους τοὺς ἀγρότας τοὺς ὑπαγομένους εἰς τὰς διατάξεις τοῦ νόμου.: [652, 376, 830, 467]
jury-text-1: ΣΕΡΡΑΙ, 18.— Ὑπὸ τοῦ προέδρου πρωτοδικῶν Σερρῶν ἐκληρώθησαν οἱ ἔνορκοι τοῦ κακουργιοδικείου Σερρῶν διὰ τὴν προσεχῆ σύνοδον. Τακτικοὶ ἔνορκοι: Βασ. Σαρρῆς, Ἀθαν. Στεργίου, Κωνστ. Πέτρου.: [842, 1751, 1020, 1818]
exhibit-sub-1: Η ΕΣΩΤΕΡΙΚΗ ΣΥΜΜΕΤΟΧΗ: [480, 84, 615, 95]
col1-heading-2: Ο ΑΡΧΗΓΟΣ: [118, 29, 189, 42]
doctor-title: ΙΑΤΡΟΣ — ΠΑΘΟΛΟΓΟΣ: [107, 1019, 200, 1029]
col3-signature: ΣΠ. ΑΥΓΟΥΣΤΙΝΙΑΤΟΣ: [688, 958, 794, 968]
col1-heading-7: ΕΛΛΗΝΟΓΕΡΜΑΝΙΚΟΥ ΣΥΝΔΕΣΜΟΥ: [66, 749, 240, 760]
ad-city: ΑΘΗΝΑΙ-ΘΕΣ/ΝΙΚΗ: [342, 2255, 518, 2274]
sports-text-b1: Διὰ τὸ δεύτερον ἡμίχρονον ἡ ἐμφάνισις τῆς ὁμάδος τοῦ Ἡρακλείου ὑπῆρξε καλυτέρα, ὅμως οἱ ἐπιθετικοὶ της δὲν ἠδυνήθησαν νὰ διασπάσουν τὴν ἄμυναν. Ὁ τερματοφύλαξ Ἀγγελίδης ἀπέκρουσε δύο ἐπικινδύνους βολὰς καὶ ἐχειροκροτήθη ὑπὸ τῶν θεατῶν. Οἱ Καλαμαριῶται ἐκμεταλλευθέντες λάθη τῆς ἀμύνης ἐσημείωσαν τὰ ὑπόλοιπα τέρματα. Ἡ νίκη αὐτὴ τοὺς ἀνεβάζει εἰς τὰς πρώτας θέσεις τῆς βαθμολογίας.: [1026, 389, 1204, 526]
exhibit-heading-3: ΔΙΕΥΘΕΤΕΙΤΑΙ ΤΟ ΖΗΤΗΜΑ ΤΗΣ ΕΠΕΚΤΑΣΕΩΣ: [257, 57, 642, 80]
football-photo-2-caption: Ἀπὸ τὸν χθεσινὸν ἀγῶνα «Ἀπόλλωνος» — Ο.Φ.Η.: στιγμιότυπον ἐπιθέσεως τῶν Καλαμαριωτῶν.: [1026, 1366, 1387, 1388]
sports-text-c3: ΚΟΛΥΜΒΗΤΙΚΟΙ ΑΓΩΝΕΣ ΕΑΒΣ: Ἡ ἐπιτροπὴ κολυμβήσεως τῆς ΕΑΒΣ ἀνακοινοῖ ὅτι οἱ ἀγῶνες κολυμβήσεως θὰ διεξαχθοῦν τὴν Κυριακὴν εἰς τὴν πλαζ τῆς Ἀρετσοῦς μὲ ἀγωνίσματα: 100 μ. ἐλεύθερον, 200 μ. πρόσθιον, 100 μ. ὕπτιον, σκυταλοδρομία 4×100. ΟΙ ΠΑΙΚΤΑΙ ΤΟΥ «ΒΑΟΘ» ΕΙΣ ΤΗΝ ΕΝΩΣΙΝ: Οἱ παῖκται ἀνεκοινώθησαν διὰ τὴν προσεχῆ ἀγωνιστικήν.: [1209, 1387, 1387, 1501]
labour-text-1: Ἐκπροσωπήθησαν εἰς τὴν σύσκεψιν τῶν ἐργατικῶν ὀργανώσεων αἱ ὁμοσπονδίαι καὶ τὰ ἐργατικὰ κέντρα τῆς Μακεδονίας. Συνεζητήθησαν τὰ ζητήματα τῆς ἀπασχολήσεως καὶ τῶν συλλογικῶν συμβάσεων.: [257, 605, 447, 672]
ad-fabric-item: Καμπαρντίνες: [85, 2144, 238, 2169]
football-photo-1-caption: Ὁ τερματοφύλαξ τοῦ «Ο.Φ.Η.» Λέκκας ἀποκρούει μὲ γροθιὰ τὴν ἐπικινδυνεύουσαν μπάλλαν, τὴν ὁποίαν εἶχεν ἐξαπολύσει ὁ Κωνσταντινίδης.: [1026, 885, 1387, 920]
exhibit-sub-2: ΤΟ ΚΑΛΛΙΤΕΧΝΙΚΟΝ: [497, 249, 598, 260]
sports-text-b2: Β΄ ΚΑΙ Γ΄ ΚΑΤΗΓΟΡΙΑ: ΑΘΗΝΑΙ, 18.— Τὴν Κυριακὴν θὰ διεξαχθοῦν οἱ ἀγῶνες τῶν πρωταθλημάτων Β΄ καὶ Γ΄ κατηγορίας τῆς ΕΠΣΑ. ΑΓΩΝΕΣ ΑΘΗΝΩΝ: Χθὲς διεξήχθησαν οἱ φιλικοὶ ἀγῶνες εἰς τὰ γήπεδα τῶν Ἀθηνῶν μὲ τὰ ἑξῆς ἀποτελέσματα. ΑΓΩΝΕΣ ΣΤΙΒΟΥ: Εἰς τὸ Παναθηναϊκὸν στάδιον διεξήχθησαν ἀγῶνες στίβου.: [1026, 918, 1204, 1020]
col1-heading-5: ΠΡΟΣΚΛΗΣΕΙΣ: [81, 451, 225, 471]
